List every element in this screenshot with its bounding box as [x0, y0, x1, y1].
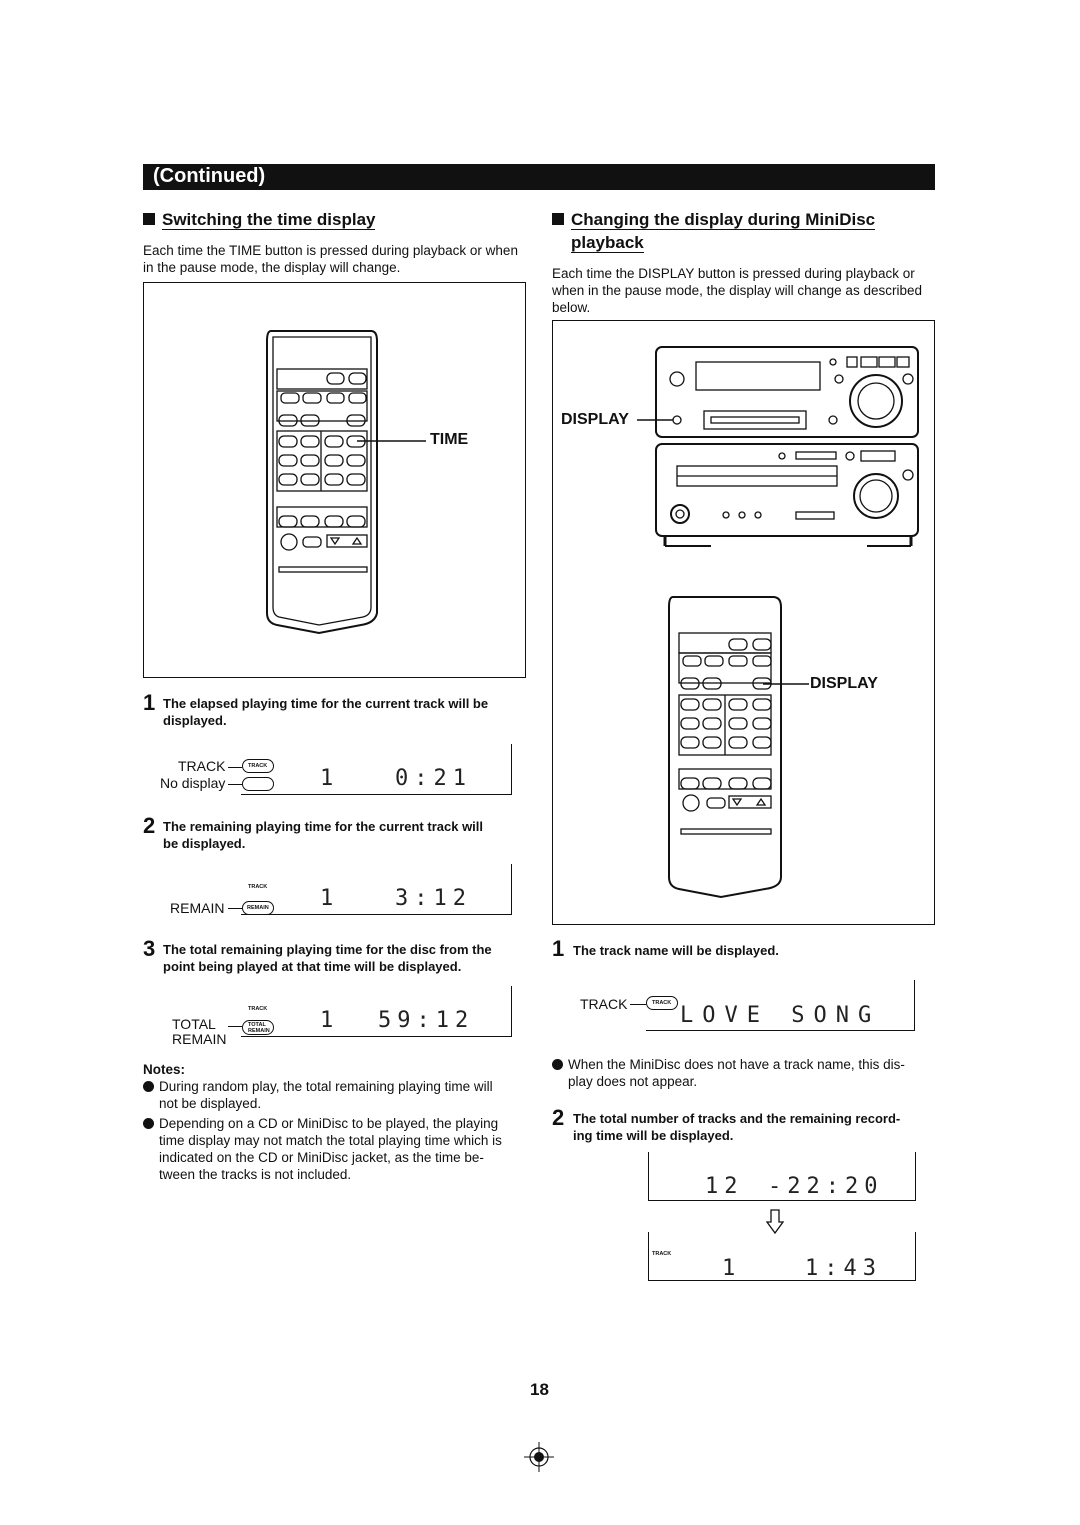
leader-line — [228, 908, 242, 909]
note1-line2: not be displayed. — [159, 1096, 262, 1111]
square-bullet-icon — [143, 213, 155, 225]
remote-control-illustration — [144, 283, 525, 677]
note-item — [143, 1078, 528, 1112]
note2-line1: Depending on a CD or MiniDisc to be played, the playing — [159, 1116, 499, 1131]
step3-line1: The total remaining playing time for the disc from the — [163, 942, 492, 957]
track-indicator-text: TRACK — [652, 1000, 672, 1006]
step2-line1: The remaining playing time for the current track will — [163, 819, 484, 834]
banner-text: (Continued) — [153, 165, 266, 187]
track-indicator — [242, 759, 274, 773]
right-step2-line2: ing time will be displayed. — [573, 1128, 734, 1143]
right-intro — [552, 265, 922, 316]
right-intro-line3: below. — [552, 300, 591, 315]
step-text — [163, 818, 528, 852]
lcd-remaining-time: -22:20 — [768, 1174, 884, 1199]
step-number: 1 — [552, 936, 565, 961]
bullet-line2: play does not appear. — [568, 1074, 698, 1089]
remain-indicator-text: REMAIN — [247, 905, 269, 911]
time-button-label: TIME — [430, 431, 469, 448]
note2-line3: indicated on the CD or MiniDisc jacket, as the time be- — [159, 1150, 484, 1165]
bullet-line1: When the MiniDisc does not have a track name, this dis- — [568, 1057, 905, 1072]
notes-title: Notes: — [143, 1062, 186, 1077]
remain-label: REMAIN — [172, 1031, 227, 1047]
leader-line — [228, 784, 242, 785]
lcd-track-name: LOVE SONG — [680, 1003, 881, 1028]
right-step2-line1: The total number of tracks and the remaining record- — [573, 1111, 901, 1126]
bullet-note — [552, 1056, 937, 1090]
track-indicator-text: TRACK — [652, 1251, 672, 1257]
note2-line4: tween the tracks is not included. — [159, 1167, 352, 1182]
note1-line1: During random play, the total remaining playing time will — [159, 1079, 493, 1094]
left-intro — [143, 242, 518, 276]
left-intro-line2: in the pause mode, the display will change. — [143, 260, 401, 275]
right-heading-line2: playback — [571, 233, 644, 252]
empty-indicator — [242, 777, 274, 791]
step-text — [573, 1110, 935, 1144]
track-label: TRACK — [178, 758, 226, 774]
lcd-total-tracks: 12 — [705, 1174, 744, 1199]
step-number: 1 — [143, 690, 156, 715]
step1-line1: The elapsed playing time for the current track will be — [163, 696, 489, 711]
lcd-time: 0:21 — [395, 766, 472, 791]
lcd-time: 1:43 — [805, 1256, 882, 1281]
track-label: TRACK — [580, 996, 628, 1012]
lcd-time: 3:12 — [395, 886, 472, 911]
leader-line — [630, 1004, 646, 1005]
right-intro-line1: Each time the DISPLAY button is pressed during playback or — [552, 266, 915, 281]
right-heading — [552, 208, 875, 254]
step-text — [163, 695, 528, 729]
note-item — [143, 1115, 528, 1183]
square-bullet-icon — [552, 213, 564, 225]
step-number: 2 — [143, 813, 156, 838]
track-indicator-text: TRACK — [248, 763, 268, 769]
continued-banner — [143, 164, 935, 190]
track-indicator — [646, 996, 678, 1010]
remain-indicator — [242, 901, 274, 915]
remote-display-button-label: DISPLAY — [810, 675, 878, 692]
step3-line2: point being played at that time will be displayed. — [163, 959, 462, 974]
note2-line2: time display may not match the total playing time which is — [159, 1133, 502, 1148]
registration-mark-icon — [524, 1442, 554, 1472]
remain-label: REMAIN — [170, 900, 225, 916]
total-label: TOTAL — [172, 1016, 216, 1032]
leader-line — [228, 767, 242, 768]
step-text: The track name will be displayed. — [573, 943, 779, 958]
lcd-track-number: 1 — [320, 766, 340, 791]
lcd-track-number: 1 — [320, 1008, 340, 1033]
lcd-track-number: 1 — [320, 886, 340, 911]
step-number: 3 — [143, 936, 156, 961]
bullet-icon — [143, 1118, 154, 1129]
left-heading-text: Switching the time display — [162, 210, 376, 229]
display-button-label: DISPLAY — [561, 411, 629, 428]
track-indicator-text: TRACK — [248, 1006, 268, 1012]
right-intro-line2: when in the pause mode, the display will change as described — [552, 283, 922, 298]
step2-line2: be displayed. — [163, 836, 246, 851]
lcd-time: 59:12 — [378, 1008, 475, 1033]
no-display-label: No display — [160, 775, 226, 791]
left-heading — [143, 208, 375, 231]
step-text — [163, 941, 528, 975]
bullet-icon — [552, 1059, 563, 1070]
total-remain-indicator — [242, 1020, 274, 1035]
bullet-icon — [143, 1081, 154, 1092]
page-number: 18 — [530, 1380, 549, 1399]
step1-line2: displayed. — [163, 713, 227, 728]
right-heading-line1: Changing the display during MiniDisc — [571, 210, 876, 229]
total-indicator-text: TOTAL — [248, 1022, 266, 1028]
remote-figure-box — [143, 282, 526, 678]
left-intro-line1: Each time the TIME button is pressed during playback or when — [143, 243, 518, 258]
lcd-track-number: 1 — [722, 1256, 742, 1281]
remain-indicator-text: REMAIN — [248, 1028, 270, 1034]
step-number: 2 — [552, 1105, 565, 1130]
leader-line — [228, 1026, 242, 1027]
track-indicator-text: TRACK — [248, 884, 268, 890]
